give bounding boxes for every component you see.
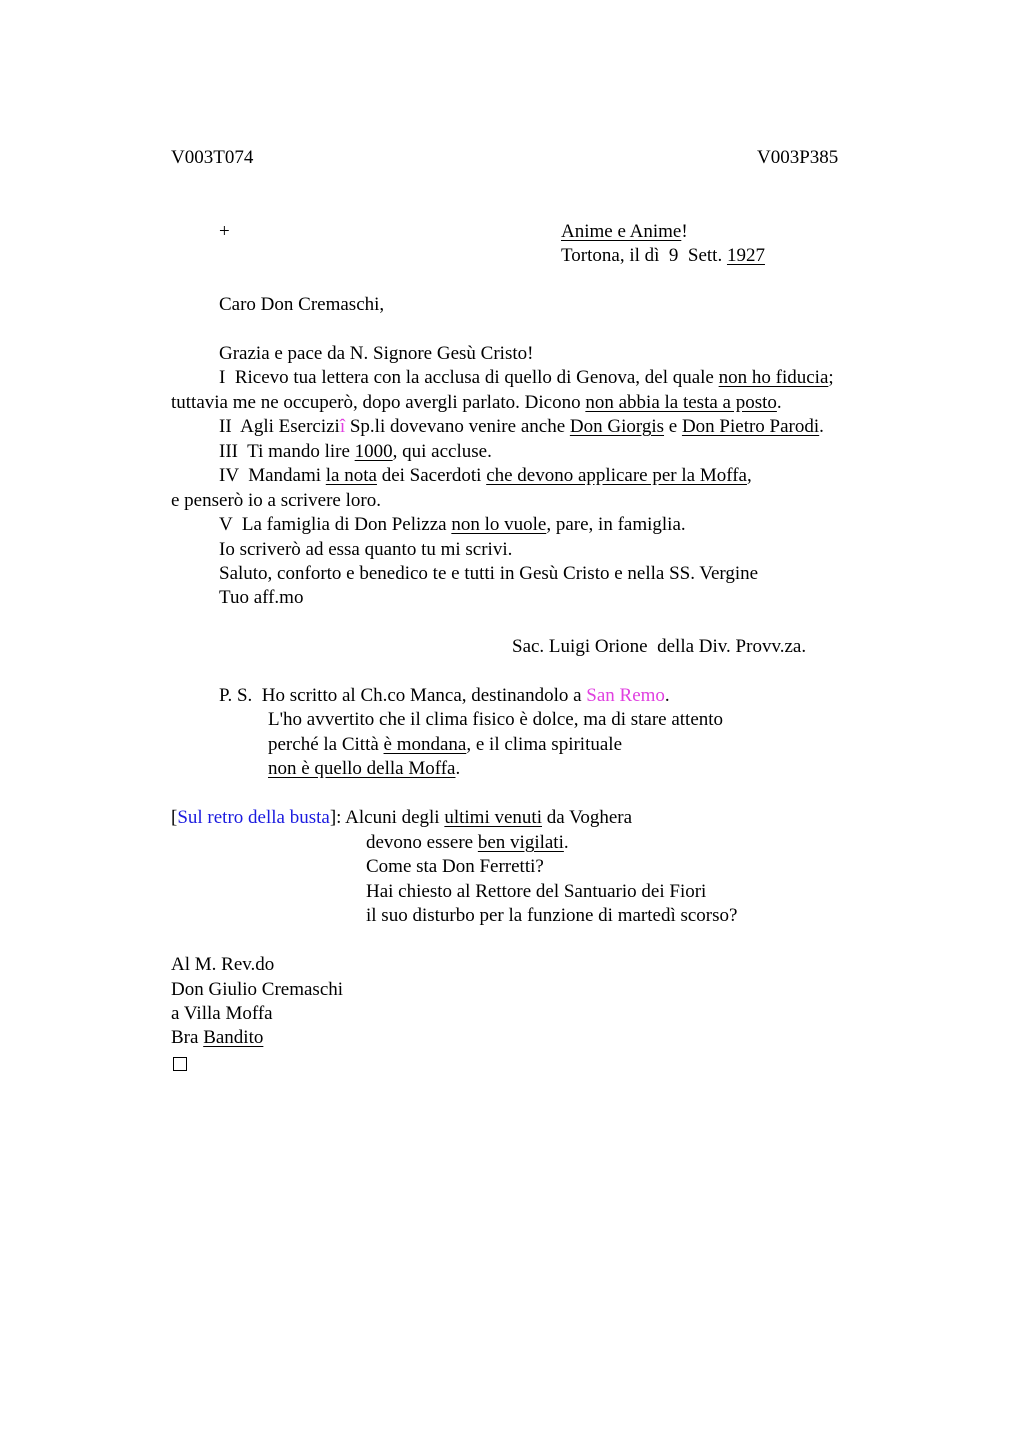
p1b-text: tuttavia me ne occuperò, dopo avergli parlato. Dicono: [171, 392, 586, 413]
document-code-right: V003P385: [757, 147, 839, 168]
square-mark-icon: [173, 1055, 187, 1077]
address-line-2: Don Giulio Cremaschi: [171, 979, 344, 1000]
postscript-line-4: [268, 758, 460, 780]
p2-text: II Agli Esercizi: [219, 416, 340, 437]
p1b-end: .: [776, 392, 782, 413]
address-line-3: a Villa Moffa: [171, 1003, 273, 1024]
p5-end: , pare, in famiglia.: [546, 514, 686, 535]
back-underlined-2: ben vigilati: [477, 832, 564, 853]
cross-mark: +: [219, 221, 230, 242]
ps-text: P. S. Ho scritto al Ch.co Manca, destinandolo a: [219, 685, 587, 706]
place-date: [561, 245, 765, 267]
back-l1-end: da Voghera: [541, 807, 633, 828]
p5-text: V La famiglia di Don Pelizza: [219, 514, 452, 535]
p3-amount: 1000: [354, 441, 393, 462]
motto-tail: !: [681, 221, 688, 242]
paragraph-3: [219, 441, 492, 463]
p1-underlined: non ho fiducia: [718, 367, 829, 388]
paragraph-5: [219, 514, 686, 536]
ps-l4-end: .: [455, 758, 461, 779]
envelope-back-line-3: Come sta Don Ferretti?: [366, 856, 544, 877]
address-underlined: Bandito: [203, 1027, 264, 1048]
paragraph-4-cont: e penserò io a scrivere loro.: [171, 490, 381, 511]
p2-highlight: î: [339, 416, 346, 437]
p2-name-parodi: Don Pietro Parodi: [681, 416, 820, 437]
p3-text: III Ti mando lire: [219, 441, 355, 462]
p4-underlined-1: la nota: [325, 465, 377, 486]
postscript-line-2: L'ho avvertito che il clima fisico è dolce, ma di stare attento: [268, 709, 724, 730]
p4-text: IV Mandami: [219, 465, 326, 486]
back-underlined-1: ultimi venuti: [444, 807, 542, 828]
ps-l3-end: , e il clima spirituale: [466, 734, 623, 755]
envelope-back-label: Sul retro della busta: [177, 807, 330, 828]
greeting: Grazia e pace da N. Signore Gesù Cristo!: [219, 343, 534, 364]
postscript-line-3: [268, 734, 622, 756]
p4-text-b: dei Sacerdoti: [376, 465, 487, 486]
bracket-close: ]: Alcuni degli: [329, 807, 445, 828]
bracket-open: [: [171, 807, 178, 828]
ps-l3-text: perché la Città: [268, 734, 384, 755]
postscript-line-1: [219, 685, 670, 707]
date-year: 1927: [726, 245, 765, 266]
p1b-underlined: non abbia la testa a posto: [585, 392, 777, 413]
envelope-back-line-2: [366, 832, 569, 854]
ps-end: .: [664, 685, 670, 706]
paragraph-1-cont: [171, 392, 782, 414]
back-l2-end: .: [563, 832, 569, 853]
place-date-prefix: Tortona, il dì 9 Sett.: [561, 245, 727, 266]
p3-end: , qui accluse.: [392, 441, 492, 462]
motto-underlined: Anime e Anime: [561, 221, 682, 242]
signature: Sac. Luigi Orione della Div. Provv.za.: [512, 636, 807, 657]
closing: Tuo aff.mo: [219, 587, 304, 608]
paragraph-6: Io scriverò ad essa quanto tu mi scrivi.: [219, 539, 513, 560]
p5-underlined: non lo vuole: [451, 514, 547, 535]
ps-l4-underlined: non è quello della Moffa: [268, 758, 456, 779]
back-l2-text: devono essere: [366, 832, 478, 853]
p1-text: I Ricevo tua lettera con la acclusa di quello di Genova, del quale: [219, 367, 719, 388]
address-line-1: Al M. Rev.do: [171, 954, 275, 975]
p4-underlined-2: che devono applicare per la Moffa: [486, 465, 747, 486]
paragraph-1: [219, 367, 834, 389]
p2-name-giorgis: Don Giorgis: [569, 416, 665, 437]
envelope-back-line-5: il suo disturbo per la funzione di martedì scorso?: [366, 905, 738, 926]
address-city: Bra: [171, 1027, 204, 1048]
address-line-4: [171, 1027, 263, 1049]
salutation: Caro Don Cremaschi,: [219, 294, 385, 315]
p2-text-c: e: [664, 416, 682, 437]
p2-end: .: [819, 416, 824, 437]
paragraph-4: [219, 465, 752, 487]
paragraph-2: [219, 416, 824, 438]
p4-end: ,: [746, 465, 752, 486]
p1-end: ;: [828, 367, 834, 388]
document-code-left: V003T074: [171, 147, 254, 168]
envelope-back-line-1: [171, 807, 632, 829]
envelope-back-line-4: Hai chiesto al Rettore del Santuario dei Fiori: [366, 881, 707, 902]
paragraph-7: Saluto, conforto e benedico te e tutti in Gesù Cristo e nella SS. Vergine: [219, 563, 759, 584]
p2-text-b: Sp.li dovevano venire anche: [345, 416, 570, 437]
motto: [561, 221, 688, 243]
ps-l3-underlined: è mondana: [383, 734, 467, 755]
ps-place: San Remo: [586, 685, 665, 706]
